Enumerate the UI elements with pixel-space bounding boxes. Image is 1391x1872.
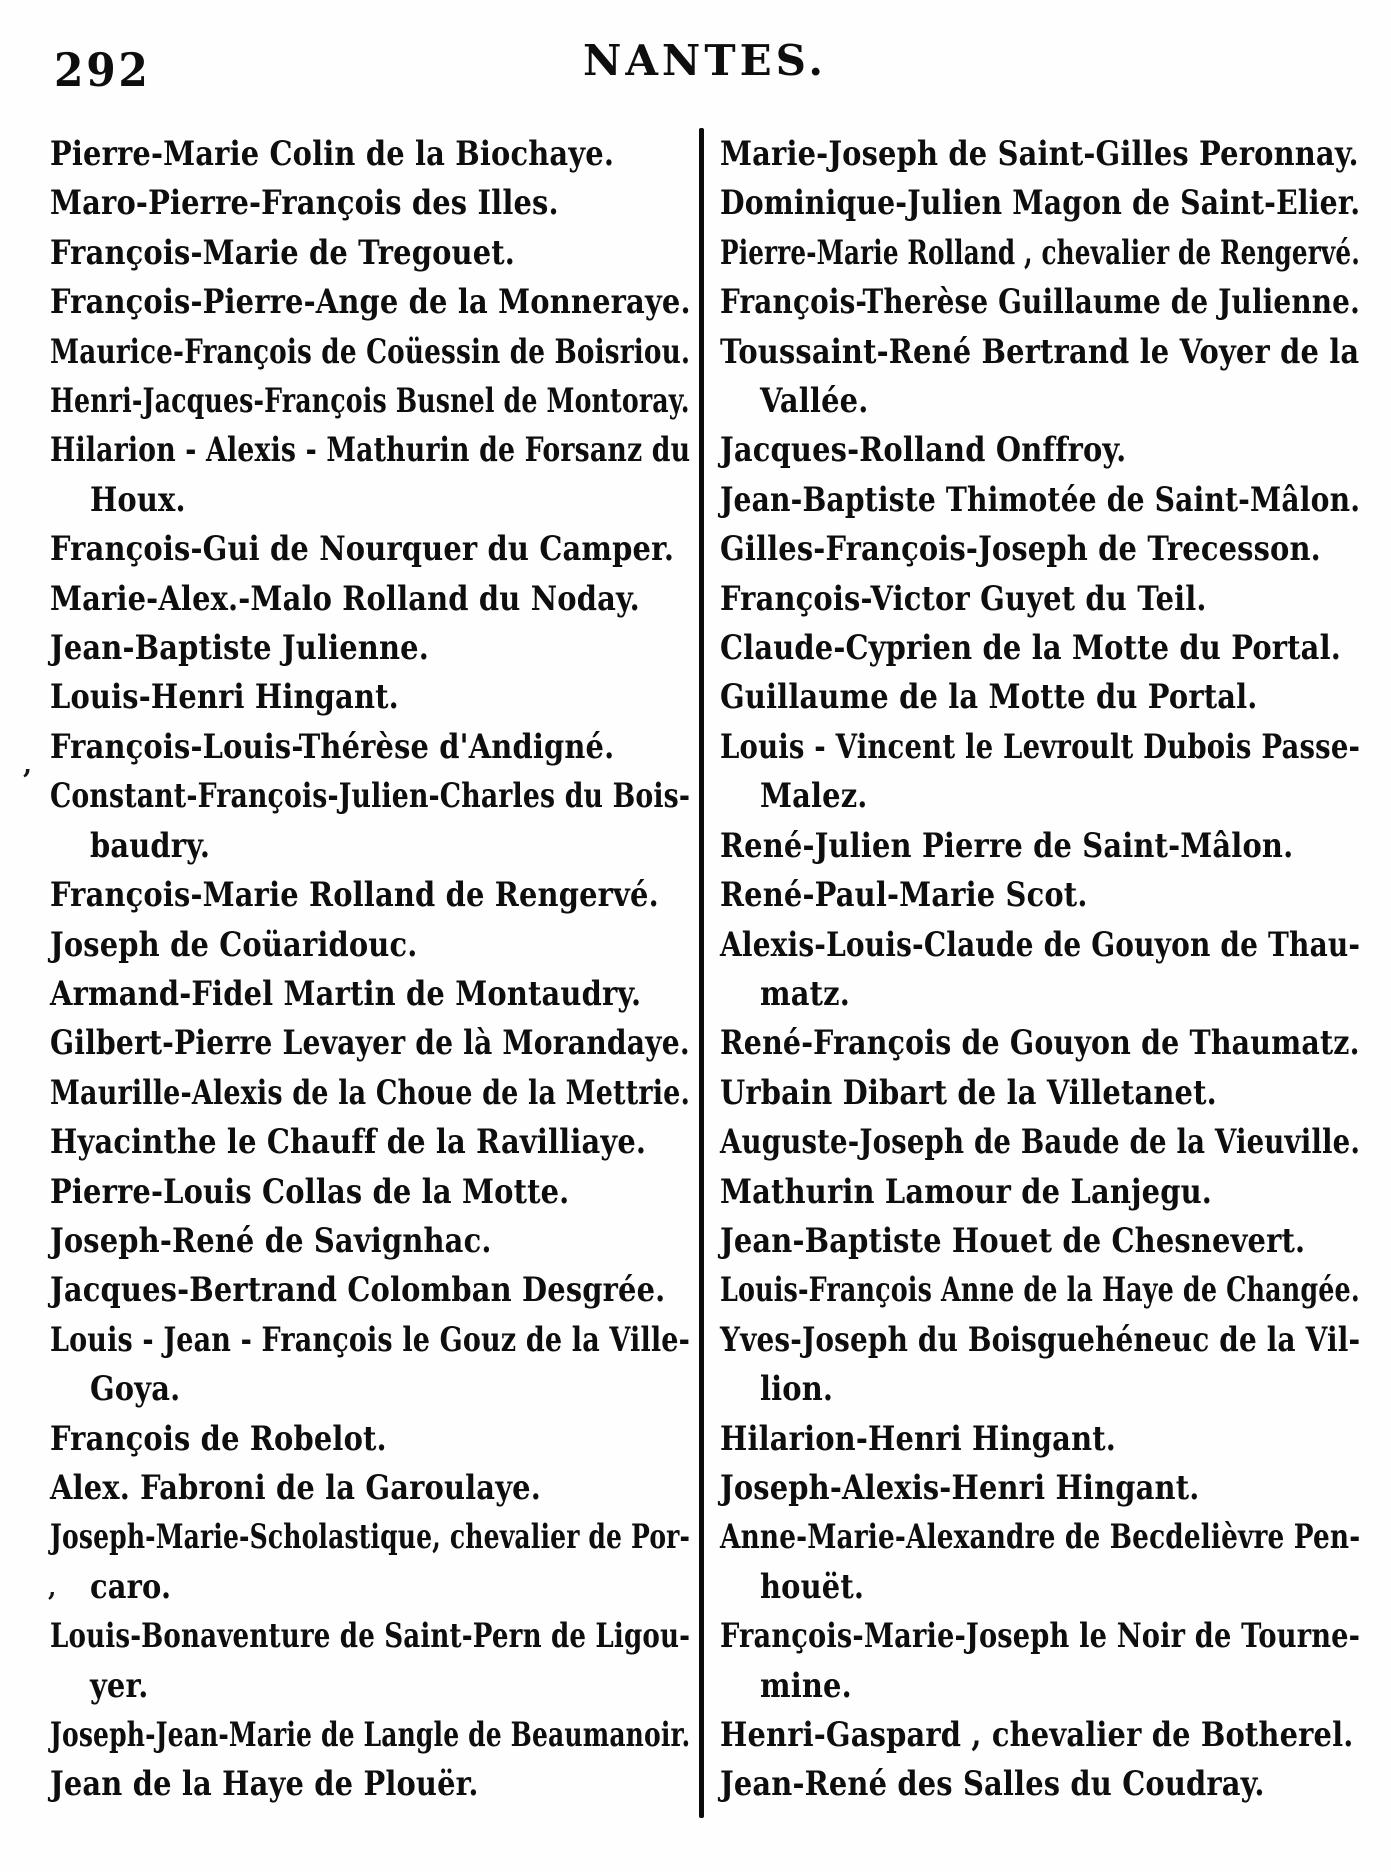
list-item (50, 772, 690, 871)
entry-line: Jacques-Bertrand Colomban Desgrée. (50, 1270, 666, 1311)
list-item (50, 328, 690, 377)
entry-line: Henri-Jacques-François Busnel de Montoray. (50, 381, 690, 422)
entry-line: houët. (759, 1566, 865, 1607)
entry-line: Toussaint-René Bertrand le Voyer de la (720, 331, 1360, 372)
list-item (720, 476, 1360, 525)
entry-line: François-Louis-Thérèse d'Andigné. (50, 726, 615, 767)
list-item (720, 1118, 1360, 1167)
entry-line: Louis-Bonaventure de Saint-Pern de Ligou- (50, 1616, 691, 1657)
entry-line: Marie-Joseph de Saint-Gilles Peronnay. (720, 134, 1359, 174)
list-item (720, 921, 1360, 1020)
entry-line: Hilarion - Alexis - Mathurin de Forsanz du (50, 430, 691, 471)
list-item (50, 1760, 690, 1809)
list-item (720, 1760, 1360, 1809)
list-item (50, 278, 690, 327)
entry-line: Hilarion-Henri Hingant. (720, 1418, 1117, 1459)
list-item (720, 328, 1360, 427)
entry-line: Louis-Henri Hingant. (50, 677, 399, 718)
list-item (50, 525, 690, 574)
list-item (720, 673, 1360, 722)
list-item (720, 130, 1360, 179)
entry-line: Maurice-François de Coüessin de Boisriou. (50, 331, 691, 372)
entry-line: René-Paul-Marie Scot. (720, 875, 1088, 916)
list-item (50, 1316, 690, 1415)
entry-line: Auguste-Joseph de Baude de la Vieuville. (720, 1122, 1361, 1163)
list-item (720, 1168, 1360, 1217)
list-item (50, 377, 690, 426)
entry-line: François-Marie de Tregouet. (50, 232, 516, 273)
entry-line: François-Pierre-Ange de la Monneraye. (50, 282, 691, 323)
list-item (720, 575, 1360, 624)
list-item (720, 525, 1360, 574)
entry-line: matz. (759, 973, 850, 1014)
entry-line: Joseph-René de Savignhac. (50, 1220, 492, 1261)
page-number: 292 (54, 43, 151, 97)
list-item (720, 723, 1360, 822)
entry-line: Houx. (89, 479, 186, 520)
list-item (50, 1711, 690, 1760)
entry-line: Joseph-Jean-Marie de Langle de Beaumanoir. (50, 1715, 691, 1755)
column-divider-rule (699, 128, 704, 1818)
list-item (50, 1464, 690, 1513)
list-item (720, 1069, 1360, 1118)
entry-line: Vallée. (759, 381, 869, 422)
entry-line: François-Marie-Joseph le Noir de Tourne- (720, 1616, 1361, 1657)
entry-line: Maro-Pierre-François des Illes. (50, 183, 559, 224)
entry-line: Joseph de Coüaridouc. (50, 924, 418, 965)
list-item (50, 1168, 690, 1217)
list-item (50, 673, 690, 722)
entry-line: Jacques-Rolland Onffroy. (720, 430, 1127, 471)
right-column (720, 130, 1360, 1810)
entry-line: Guillaume de la Motte du Portal. (720, 677, 1258, 718)
entry-line: Gilbert-Pierre Levayer de là Morandaye. (50, 1023, 690, 1064)
list-item (50, 1217, 690, 1266)
entry-line: Dominique-Julien Magon de Saint-Elier. (720, 183, 1361, 224)
entry-line: Gilles-François-Joseph de Trecesson. (720, 529, 1321, 570)
list-item (50, 426, 690, 525)
list-item (720, 278, 1360, 327)
entry-line: Maurille-Alexis de la Choue de la Mettrie. (50, 1072, 691, 1113)
entry-line: Louis - Vincent le Levroult Dubois Passe- (720, 726, 1361, 767)
entry-line: Claude-Cyprien de la Motte du Portal. (720, 628, 1341, 669)
entry-line: François de Robelot. (50, 1418, 387, 1459)
list-item (50, 130, 690, 179)
entry-line: François-Victor Guyet du Teil. (720, 578, 1207, 619)
list-item (720, 624, 1360, 673)
list-item (720, 1464, 1360, 1513)
entry-line: François-Gui de Nourquer du Camper. (50, 529, 675, 570)
entry-line: Louis-François Anne de la Haye de Changée. (720, 1270, 1360, 1311)
list-item (50, 723, 690, 772)
list-item (50, 871, 690, 920)
entry-line: Malez. (759, 776, 868, 817)
list-item (720, 179, 1360, 228)
list-item (720, 229, 1360, 278)
entry-line: Henri-Gaspard , chevalier de Botherel. (720, 1715, 1354, 1755)
entry-line: René-Julien Pierre de Saint-Mâlon. (720, 825, 1294, 866)
list-item (50, 179, 690, 228)
entry-line: Pierre-Louis Collas de la Motte. (50, 1171, 570, 1212)
list-item (720, 1711, 1360, 1760)
list-item (720, 1513, 1360, 1612)
entry-line: René-François de Gouyon de Thaumatz. (720, 1023, 1360, 1064)
entry-line: Jean-Baptiste Julienne. (50, 628, 429, 669)
entry-line: Jean-René des Salles du Coudray. (720, 1764, 1265, 1805)
left-column (50, 130, 690, 1810)
list-item (50, 1019, 690, 1068)
list-item (720, 871, 1360, 920)
entry-line: caro. (89, 1566, 172, 1607)
entry-line: Anne-Marie-Alexandre de Becdelièvre Pen- (720, 1517, 1361, 1558)
entry-line: Hyacinthe le Chauff de la Ravilliaye. (50, 1122, 647, 1163)
list-item (720, 822, 1360, 871)
list-item (50, 1266, 690, 1315)
entry-line: mine. (759, 1665, 852, 1706)
list-item (50, 1118, 690, 1167)
entry-line: François-Marie Rolland de Rengervé. (50, 875, 659, 916)
entry-line: Pierre-Marie Rolland , chevalier de Rengervé. (720, 232, 1360, 273)
entry-line: Alexis-Louis-Claude de Gouyon de Thau- (720, 924, 1361, 965)
entry-line: Urbain Dibart de la Villetanet. (720, 1072, 1217, 1113)
ink-speckle: , (23, 750, 33, 780)
list-item (720, 1316, 1360, 1415)
list-item (50, 921, 690, 970)
entry-line: yer. (89, 1665, 149, 1706)
list-item (50, 1069, 690, 1118)
entry-line: Yves-Joseph du Boisguehéneuc de la Vil- (720, 1319, 1361, 1360)
list-item (50, 1415, 690, 1464)
entry-line: Jean-Baptiste Houet de Chesnevert. (720, 1220, 1306, 1261)
entry-line: Constant-François-Julien-Charles du Bois- (50, 776, 691, 817)
list-item (720, 1612, 1360, 1711)
list-item (50, 624, 690, 673)
list-item (720, 426, 1360, 475)
ink-speckle: , (48, 1573, 57, 1602)
entry-line: François-Therèse Guillaume de Julienne. (720, 282, 1360, 323)
list-item (50, 575, 690, 624)
entry-line: Marie-Alex.-Malo Rolland du Noday. (50, 578, 640, 619)
entry-line: Goya. (89, 1369, 181, 1410)
list-item (720, 1266, 1360, 1315)
list-item (50, 1612, 690, 1711)
entry-line: Armand-Fidel Martin de Montaudry. (50, 973, 642, 1014)
entry-line: Joseph-Alexis-Henri Hingant. (720, 1467, 1200, 1508)
entry-line: Jean de la Haye de Plouër. (50, 1764, 479, 1805)
list-item (720, 1415, 1360, 1464)
list-item (50, 229, 690, 278)
page-title: NANTES. (582, 36, 828, 85)
entry-line: Mathurin Lamour de Lanjegu. (720, 1171, 1213, 1212)
list-item (50, 970, 690, 1019)
list-item (50, 1513, 690, 1612)
list-item (720, 1217, 1360, 1266)
entry-line: Pierre-Marie Colin de la Biochaye. (50, 134, 615, 174)
list-item (720, 1019, 1360, 1068)
entry-line: lion. (759, 1369, 834, 1410)
entry-line: Alex. Fabroni de la Garoulaye. (50, 1467, 541, 1508)
entry-line: Louis - Jean - François le Gouz de la Ville- (50, 1319, 691, 1360)
entry-line: Joseph-Marie-Scholastique, chevalier de Por- (50, 1517, 691, 1558)
entry-line: Jean-Baptiste Thimotée de Saint-Mâlon. (720, 479, 1361, 520)
entry-line: baudry. (89, 825, 211, 866)
